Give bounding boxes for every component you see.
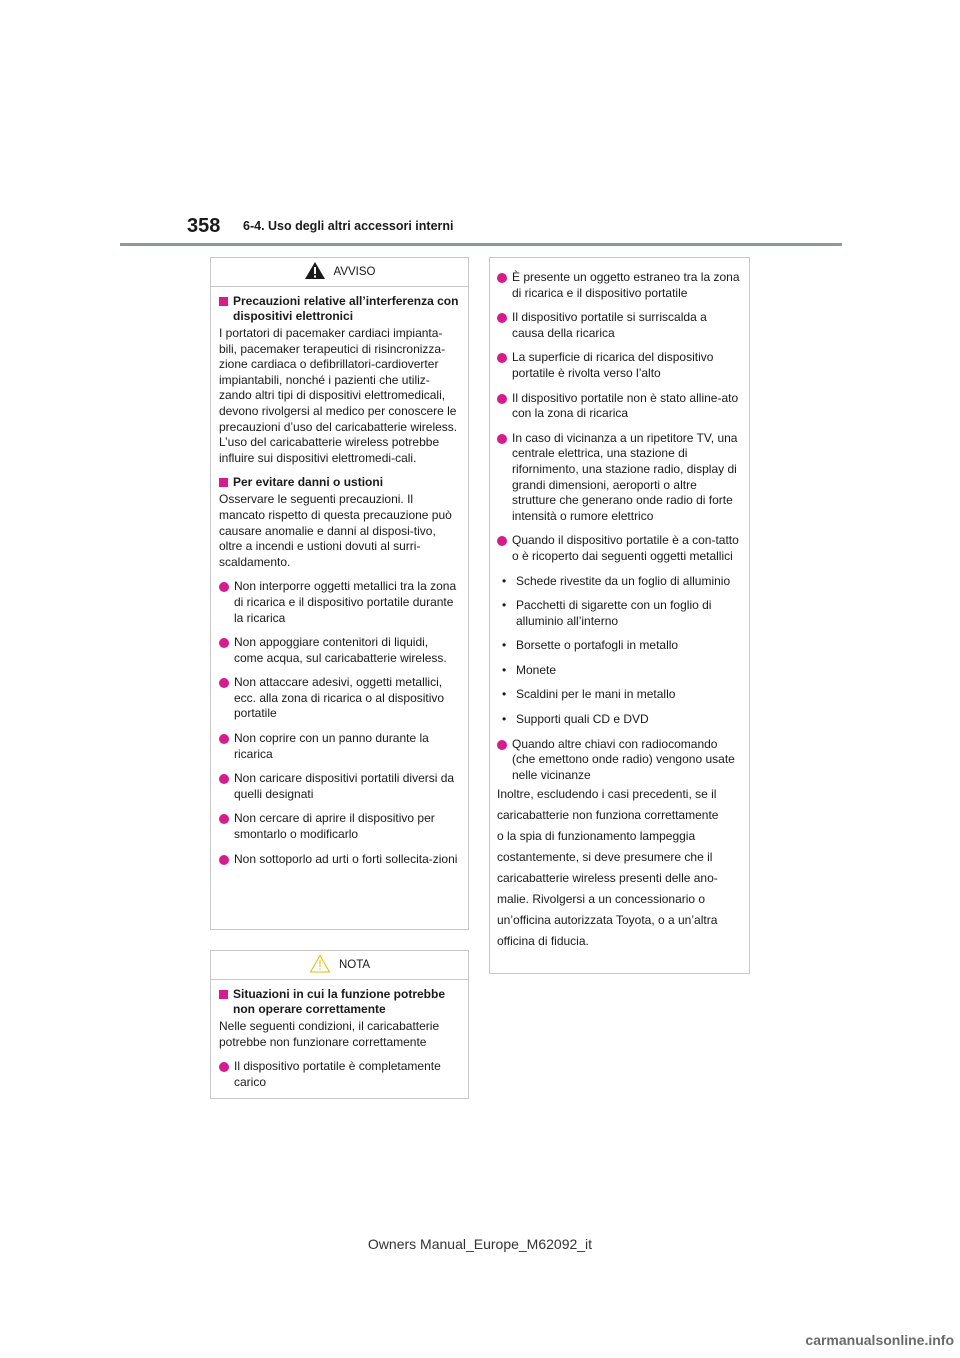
sub-list-item: • Monete [502, 662, 557, 677]
list-item: Non sottoporlo ad urti o forti sollecita-zioni [219, 852, 459, 868]
circle-bullet-icon [219, 638, 229, 648]
circle-bullet-icon [219, 855, 229, 865]
section-title: 6-4. Uso degli altri accessori interni [243, 219, 454, 233]
sub-bullet-icon: • [502, 638, 507, 653]
note-heading: Situazioni in cui la funzione potrebbe non operare correttamente [219, 987, 459, 1017]
warning-box [210, 257, 469, 930]
sub-list-item: • Supporti quali CD e DVD [502, 712, 649, 727]
closing-text-line: costantemente, si deve presumere che il [497, 850, 713, 865]
note-box [210, 950, 469, 1099]
list-item: Il dispositivo portatile è completamente carico [219, 1059, 459, 1090]
footer-document-name: Owners Manual_Europe_M62092_it [367, 1236, 593, 1252]
list-item: Non interporre oggetti metallici tra la zona di ricarica e il dispositivo portatile durante la ricarica [219, 579, 459, 626]
sub-bullet-icon: • [502, 687, 507, 702]
list-item: Il dispositivo portatile si surriscalda a causa della ricarica [497, 310, 740, 341]
warning-header [211, 258, 468, 287]
list-item: Quando altre chiavi con radiocomando (che emettono onde radio) vengono usate nelle vicinanze [497, 737, 740, 784]
closing-text-line: caricabatterie wireless presenti delle ano- [497, 871, 718, 886]
warning-title: AVVISO [333, 266, 376, 278]
continued-note-box [489, 257, 750, 974]
square-bullet-icon [219, 990, 228, 999]
circle-bullet-icon [219, 582, 229, 592]
sub-list-item: • Scaldini per le mani in metallo [502, 687, 676, 702]
closing-text-line: caricabatterie non funziona correttamente [497, 808, 719, 823]
circle-bullet-icon [219, 1062, 229, 1072]
sub-bullet-icon: • [502, 573, 507, 588]
circle-bullet-icon [497, 394, 507, 404]
list-item: È presente un oggetto estraneo tra la zona di ricarica e il dispositivo portatile [497, 270, 740, 301]
list-item: Il dispositivo portatile non è stato alline-ato con la zona di ricarica [497, 391, 740, 422]
warning-section-heading: Precauzioni relative all’interferenza con dispositivi elettronici [219, 294, 459, 324]
page-number: 358 [187, 215, 221, 237]
circle-bullet-icon [497, 536, 507, 546]
warning-section-text: I portatori di pacemaker cardiaci impianta-bili, pacemaker terapeutici di risincronizza-zione cardiaca o defibrillatori-cardioverter impiantabili, nonché i pazienti che utiliz-zando altri tipi di dispositivi elettromedicali, devono rivolgersi al medico per conoscere le precauzioni d’uso del caricabatterie wireless. L’uso del caricabatterie wireless potrebbe influire sui dispositivi elettromedi-cali. [219, 326, 458, 465]
warning-section-heading: Per evitare danni o ustioni [219, 475, 459, 490]
note-text: Nelle seguenti condizioni, il caricabatterie potrebbe non funzionare correttamente [219, 1019, 440, 1049]
warning-section-text: Osservare le seguenti precauzioni. Il mancato rispetto di questa precauzione può causare anomalie e danni al disposi-tivo, oltre a incendi e ustioni dovuti al surri-scaldamento. [219, 492, 452, 569]
circle-bullet-icon [219, 814, 229, 824]
list-item: Quando il dispositivo portatile è a con-tatto o è ricoperto dai seguenti oggetti metallici [497, 533, 740, 564]
list-item: Non appoggiare contenitori di liquidi, come acqua, sul caricabatterie wireless. [219, 635, 459, 666]
closing-text-line: Inoltre, escludendo i casi precedenti, se il [497, 787, 717, 802]
sub-bullet-icon: • [502, 712, 507, 727]
sub-bullet-icon: • [502, 662, 507, 677]
sub-bullet-icon: • [502, 598, 507, 613]
circle-bullet-icon [497, 434, 507, 444]
circle-bullet-icon [497, 353, 507, 363]
list-item: Non coprire con un panno durante la ricarica [219, 731, 459, 762]
square-bullet-icon [219, 478, 228, 487]
list-item: La superficie di ricarica del dispositivo portatile è rivolta verso l’alto [497, 350, 740, 381]
closing-text-line: un’officina autorizzata Toyota, o a un’altra [497, 913, 718, 928]
list-item: Non caricare dispositivi portatili diversi da quelli designati [219, 771, 459, 802]
sub-list-item: • Pacchetti di sigarette con un foglio di alluminio all’interno [502, 598, 712, 628]
sub-list-item: • Schede rivestite da un foglio di alluminio [502, 573, 731, 588]
list-item: Non cercare di aprire il dispositivo per smontarlo o modificarlo [219, 811, 459, 842]
square-bullet-icon [219, 297, 228, 306]
closing-text-line: officina di fiducia. [497, 934, 589, 949]
list-item: Non attaccare adesivi, oggetti metallici, ecc. alla zona di ricarica o al dispositivo portatile [219, 675, 459, 722]
header-rule [120, 243, 842, 246]
closing-text-line: o la spia di funzionamento lampeggia [497, 829, 696, 844]
circle-bullet-icon [497, 740, 507, 750]
sub-list-item: • Borsette o portafogli in metallo [502, 638, 679, 653]
watermark: carmanualsonline.info [805, 1332, 954, 1348]
circle-bullet-icon [497, 273, 507, 283]
note-title: NOTA [338, 959, 371, 971]
list-item: In caso di vicinanza a un ripetitore TV, una centrale elettrica, una stazione di rifornimento, una stazione radio, display di grandi dimensioni, aeroporti o altre strutture che generano onde radio di forte intensità o rumore elettrico [497, 431, 740, 525]
circle-bullet-icon [219, 774, 229, 784]
closing-text-line: malie. Rivolgersi a un concessionario o [497, 892, 706, 907]
circle-bullet-icon [497, 313, 507, 323]
note-header [211, 951, 468, 980]
warning-triangle-icon [304, 261, 326, 283]
note-triangle-icon [309, 954, 331, 976]
circle-bullet-icon [219, 678, 229, 688]
circle-bullet-icon [219, 734, 229, 744]
